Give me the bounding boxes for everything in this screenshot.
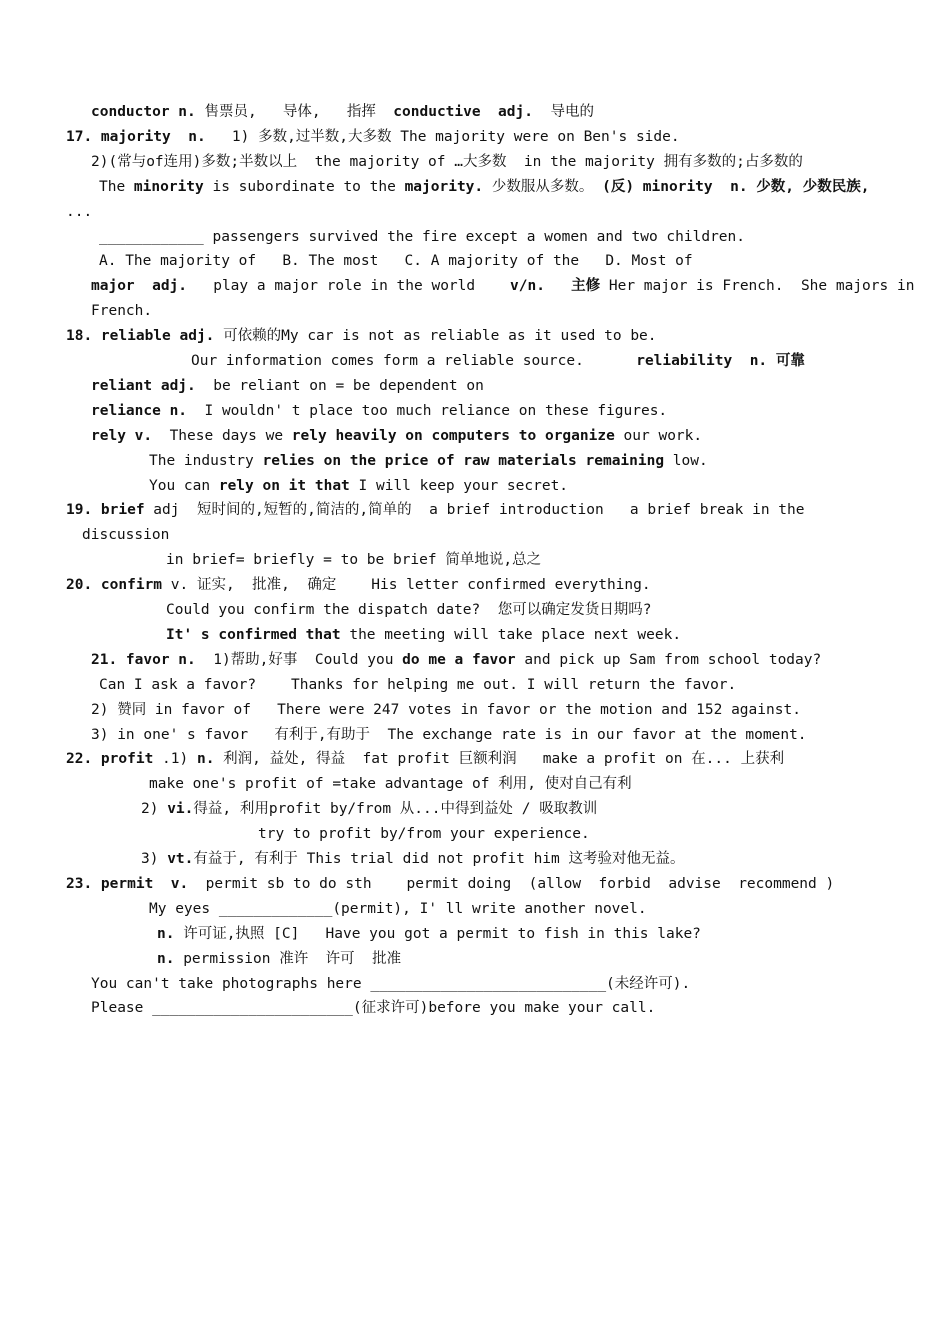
text-line <box>157 924 701 944</box>
text-run: 1)帮助,好事 Could you <box>195 651 403 668</box>
bold-term: vi. <box>167 801 194 818</box>
bold-term: n. <box>157 925 175 942</box>
text-line <box>99 251 693 271</box>
bold-term: 17. majority n. <box>66 128 206 145</box>
bold-term: 22. profit <box>66 751 154 768</box>
bold-term: reliance n. <box>91 402 188 419</box>
text-run: You can <box>149 477 219 494</box>
text-line <box>66 500 804 520</box>
text-run: play a major role in the world <box>187 278 511 295</box>
bold-term: v/n. 主修 <box>510 278 601 295</box>
text-run: You can't take photographs here ___________________________(未经许可). <box>91 975 691 992</box>
text-run: The <box>99 178 134 195</box>
bold-term: n. <box>196 751 215 768</box>
bold-term: 23. permit v. <box>66 875 189 892</box>
text-line <box>66 326 657 346</box>
text-line <box>66 127 680 147</box>
text-run: Can I ask a favor? Thanks for helping me out. I will return the favor. <box>99 676 737 693</box>
bold-term: vt. <box>167 851 194 867</box>
text-run: 3) <box>141 851 168 867</box>
text-run: Our information comes form a reliable source. <box>191 353 637 369</box>
text-run: French. <box>91 303 153 320</box>
bold-term: relies on the price of raw materials remaining <box>262 452 665 469</box>
text-run: low. <box>664 452 708 469</box>
text-run: A. The majority of B. The most C. A majority of the D. Most of <box>99 253 693 270</box>
bold-term: 18. reliable adj. <box>66 328 215 345</box>
text-run: 导电的 <box>532 104 594 120</box>
text-line <box>149 476 568 496</box>
bold-term: reliability n. 可靠 <box>636 353 805 369</box>
text-run: 少数服从多数。 <box>483 178 603 195</box>
text-line <box>91 401 667 421</box>
text-run: .1) <box>153 751 197 768</box>
text-line <box>66 575 651 595</box>
bold-term: rely v. <box>91 427 153 444</box>
text-run: 有益于, 有利于 This trial did not profit him 这考验对他无益。 <box>193 851 685 867</box>
text-line <box>166 625 681 645</box>
text-run: 1) 多数,过半数,大多数 The majority were on Ben's side. <box>205 128 680 145</box>
bold-term: 21. favor n. <box>91 651 196 668</box>
text-line <box>91 301 152 321</box>
text-run: Her major is French. She majors in <box>600 278 915 295</box>
text-run: Please _______________________(征求许可)before you make your call. <box>91 1000 656 1017</box>
text-line <box>66 202 92 222</box>
text-line <box>99 227 745 247</box>
bold-term: do me a favor <box>402 651 516 668</box>
text-line <box>91 974 690 994</box>
bold-term: 20. confirm <box>66 577 163 594</box>
text-run: 2)(常与of连用)多数;半数以上 the majority of …大多数 in the majority 拥有多数的;占多数的 <box>91 153 803 170</box>
text-run: 可依赖的My car is not as reliable as it used to be. <box>214 328 657 345</box>
text-run: 2) <box>141 801 168 818</box>
text-run: ____________ passengers survived the fire except a women and two children. <box>99 228 746 245</box>
text-run: Could you confirm the dispatch date? 您可以确定发货日期吗? <box>166 602 652 618</box>
text-run: 利润, 益处, 得益 fat profit 巨额利润 make a profit on 在... 上获利 <box>214 751 785 768</box>
text-run: ... <box>66 203 93 220</box>
text-line <box>258 824 590 844</box>
text-line <box>166 600 651 620</box>
bold-term: major adj. <box>91 278 188 295</box>
text-line <box>91 276 914 296</box>
text-run: My eyes _____________(permit), I' ll write another novel. <box>149 900 647 917</box>
text-line <box>91 152 803 172</box>
text-line <box>191 351 805 371</box>
text-run: 许可证,执照 [C] Have you got a permit to fish in this lake? <box>174 925 701 942</box>
bold-term: conductive adj. <box>393 104 533 120</box>
text-line <box>149 774 632 794</box>
text-line <box>141 799 597 819</box>
text-line <box>91 700 801 720</box>
text-line <box>66 874 834 894</box>
text-line <box>141 849 685 869</box>
text-run: 得益, 利用profit by/from 从...中得到益处 / 吸取教训 <box>193 801 598 818</box>
bold-term: conductor n. <box>91 104 196 120</box>
text-line <box>157 949 401 969</box>
bold-term: rely heavily on computers to organize <box>291 427 615 444</box>
bold-term: (反) minority n. 少数, 少数民族, <box>602 178 870 195</box>
text-run: 3) in one' s favor 有利于,有助于 The exchange rate is in our favor at the moment. <box>91 726 807 743</box>
text-run: our work. <box>614 427 703 444</box>
text-line <box>91 725 807 745</box>
text-run: 售票员, 导体, 指挥 <box>195 104 394 120</box>
bold-term: minority <box>133 178 204 195</box>
text-run: I will keep your secret. <box>349 477 569 494</box>
text-run: make one's profit of =take advantage of 利用, 使对自己有利 <box>149 776 632 793</box>
text-run: in brief= briefly = to be brief 简单地说,总之 <box>166 552 542 569</box>
text-run: These days we <box>152 427 292 444</box>
text-line <box>91 650 821 670</box>
text-run: is subordinate to the <box>203 178 405 195</box>
text-line <box>91 426 702 446</box>
text-run: 2) 赞同 in favor of There were 247 votes in favor or the motion and 152 against. <box>91 701 801 718</box>
text-line <box>91 998 655 1018</box>
text-run: I wouldn' t place too much reliance on these figures. <box>187 402 668 419</box>
bold-term: It' s confirmed that <box>166 626 341 643</box>
text-line <box>91 102 594 122</box>
text-run: the meeting will take place next week. <box>340 626 682 643</box>
bold-term: rely on it that <box>218 477 350 494</box>
text-run: The industry <box>149 452 263 469</box>
text-line <box>99 675 736 695</box>
text-run: v. 证实, 批准, 确定 His letter confirmed everything. <box>162 577 651 594</box>
text-run: be reliant on = be dependent on <box>195 377 484 394</box>
bold-term: 19. brief <box>66 502 145 519</box>
text-line <box>91 376 484 396</box>
text-run: and pick up Sam from school today? <box>515 651 822 668</box>
text-run: adj 短时间的,短暂的,简洁的,简单的 a brief introduction a brief break in the <box>144 502 805 519</box>
text-line <box>99 177 869 197</box>
text-line <box>149 451 708 471</box>
text-line <box>166 550 541 570</box>
text-run: permission 准许 许可 批准 <box>174 950 402 967</box>
bold-term: majority. <box>404 178 484 195</box>
text-run: discussion <box>82 527 170 544</box>
text-run: try to profit by/from your experience. <box>258 826 590 843</box>
text-line <box>66 749 784 769</box>
text-line <box>82 525 169 545</box>
text-run: permit sb to do sth permit doing (allow forbid advise recommend ) <box>188 875 835 892</box>
bold-term: n. <box>157 950 175 967</box>
text-line <box>149 899 647 919</box>
bold-term: reliant adj. <box>91 377 196 394</box>
